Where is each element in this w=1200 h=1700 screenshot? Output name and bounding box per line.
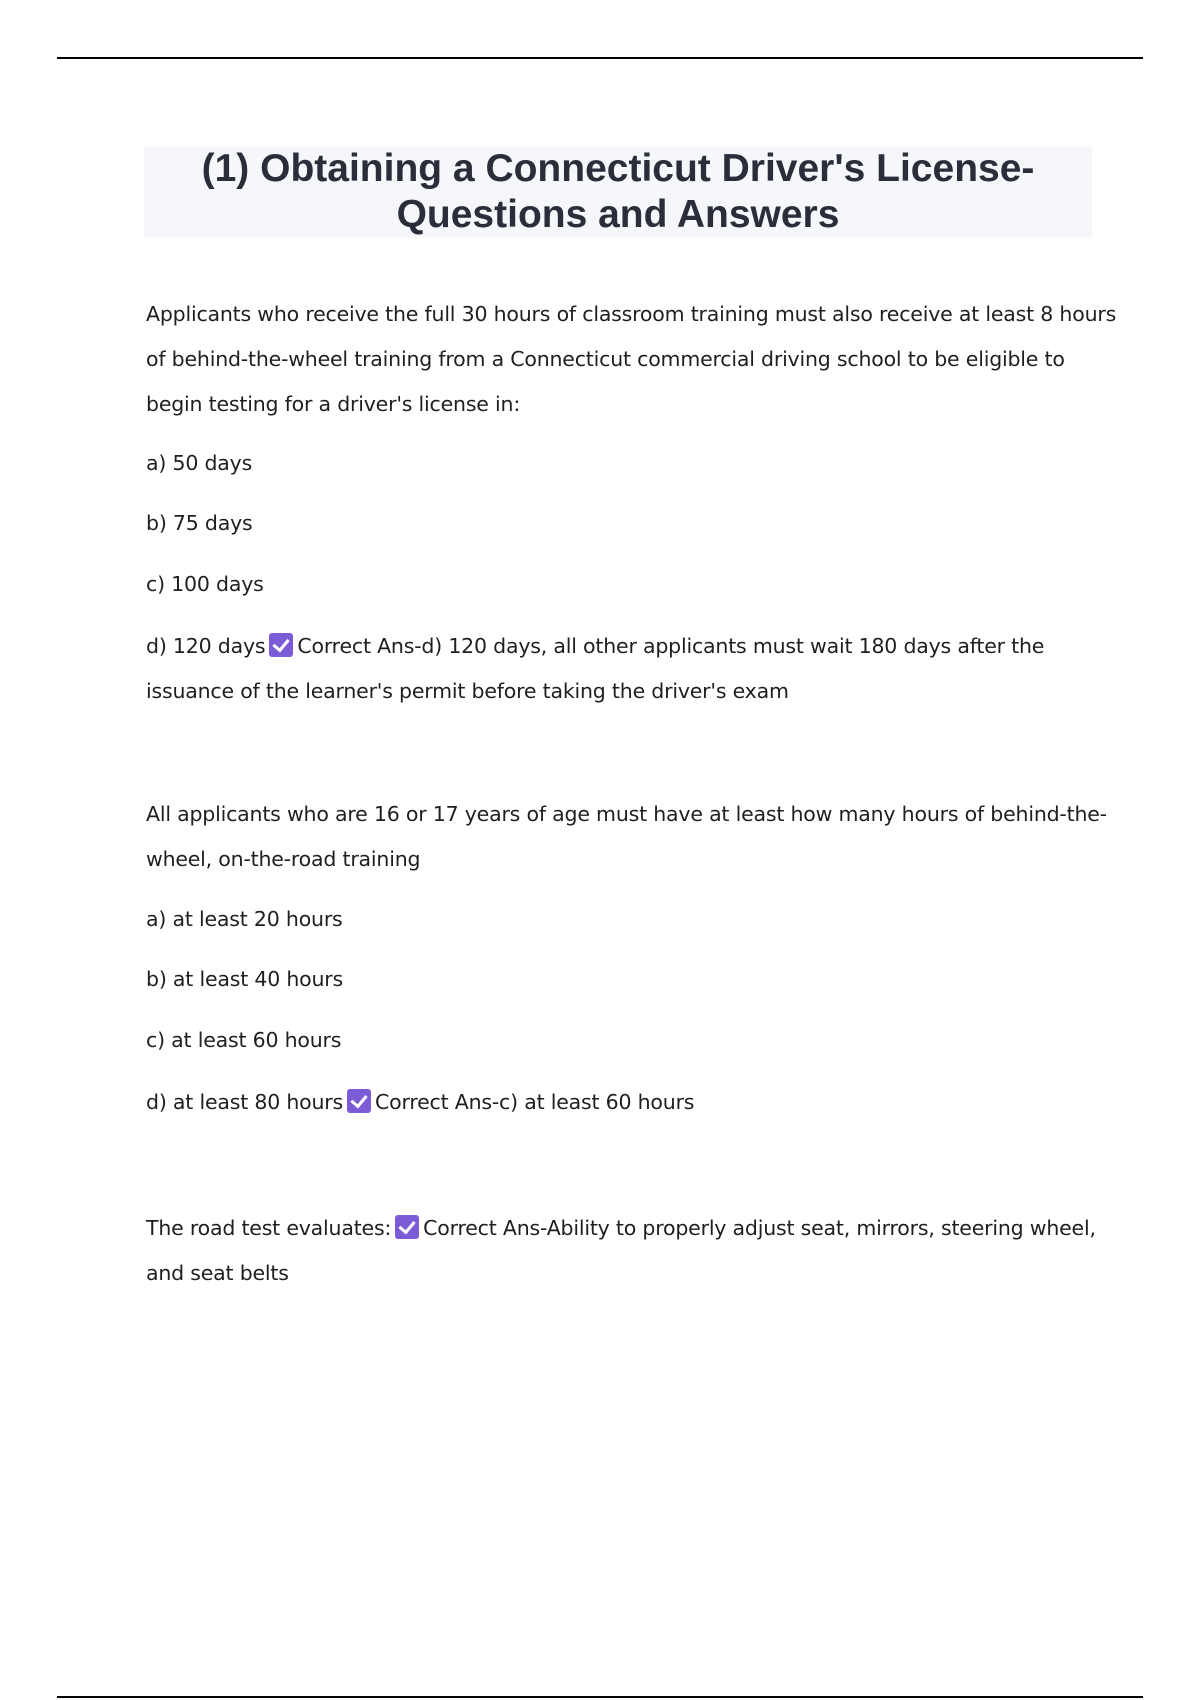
question-2-option-a: a) at least 20 hours <box>146 907 343 931</box>
question-1-option-c: c) 100 days <box>146 572 264 596</box>
question-2-option-c: c) at least 60 hours <box>146 1028 342 1052</box>
question-1-option-a: a) 50 days <box>146 451 253 475</box>
checkbox-checked-icon <box>395 1215 419 1239</box>
question-3-prompt: The road test evaluates: <box>146 1216 392 1240</box>
question-3-correct-answer: Correct Ans-Ability to properly adjust seat, mirrors, steering wheel, <box>423 1216 1096 1240</box>
question-1-option-d: d) 120 days <box>146 634 266 658</box>
top-rule <box>57 57 1143 59</box>
question-1-prompt-line-2: of behind-the-wheel training from a Connecticut commercial driving school to be eligible to <box>146 347 1065 371</box>
question-1-answer-line-1 <box>146 624 1096 669</box>
question-3-answer <box>146 1206 1096 1296</box>
checkbox-checked-icon <box>269 633 293 657</box>
question-1-prompt <box>146 292 1117 427</box>
question-3-answer-line-1 <box>146 1206 1096 1251</box>
question-1-answer-line-2: issuance of the learner's permit before taking the driver's exam <box>146 679 789 703</box>
bottom-rule <box>57 1696 1143 1698</box>
page-title-line-1: (1) Obtaining a Connecticut Driver's License- <box>201 147 1035 190</box>
question-2-prompt <box>146 792 1107 882</box>
question-1-prompt-line-1: Applicants who receive the full 30 hours of classroom training must also receive at least 8 hours <box>146 302 1117 326</box>
question-3-answer-line-2: and seat belts <box>146 1261 289 1285</box>
question-1-prompt-line-3: begin testing for a driver's license in: <box>146 392 521 416</box>
question-1-answer <box>146 624 1096 714</box>
question-1-option-b: b) 75 days <box>146 511 253 535</box>
question-2-prompt-line-1: All applicants who are 16 or 17 years of age must have at least how many hours of behind-the- <box>146 802 1107 826</box>
question-2-option-d: d) at least 80 hours <box>146 1090 343 1114</box>
question-2-option-b: b) at least 40 hours <box>146 967 343 991</box>
question-2-prompt-line-2: wheel, on-the-road training <box>146 847 421 871</box>
question-2-correct-answer: Correct Ans-c) at least 60 hours <box>375 1090 695 1114</box>
checkbox-checked-icon <box>347 1089 371 1113</box>
page-title-line-2: Questions and Answers <box>396 193 840 236</box>
question-1-correct-answer: Correct Ans-d) 120 days, all other applicants must wait 180 days after the <box>297 634 1045 658</box>
question-2-answer-line-1 <box>146 1080 1096 1125</box>
question-2-answer <box>146 1080 1096 1125</box>
title-banner <box>144 146 1092 238</box>
